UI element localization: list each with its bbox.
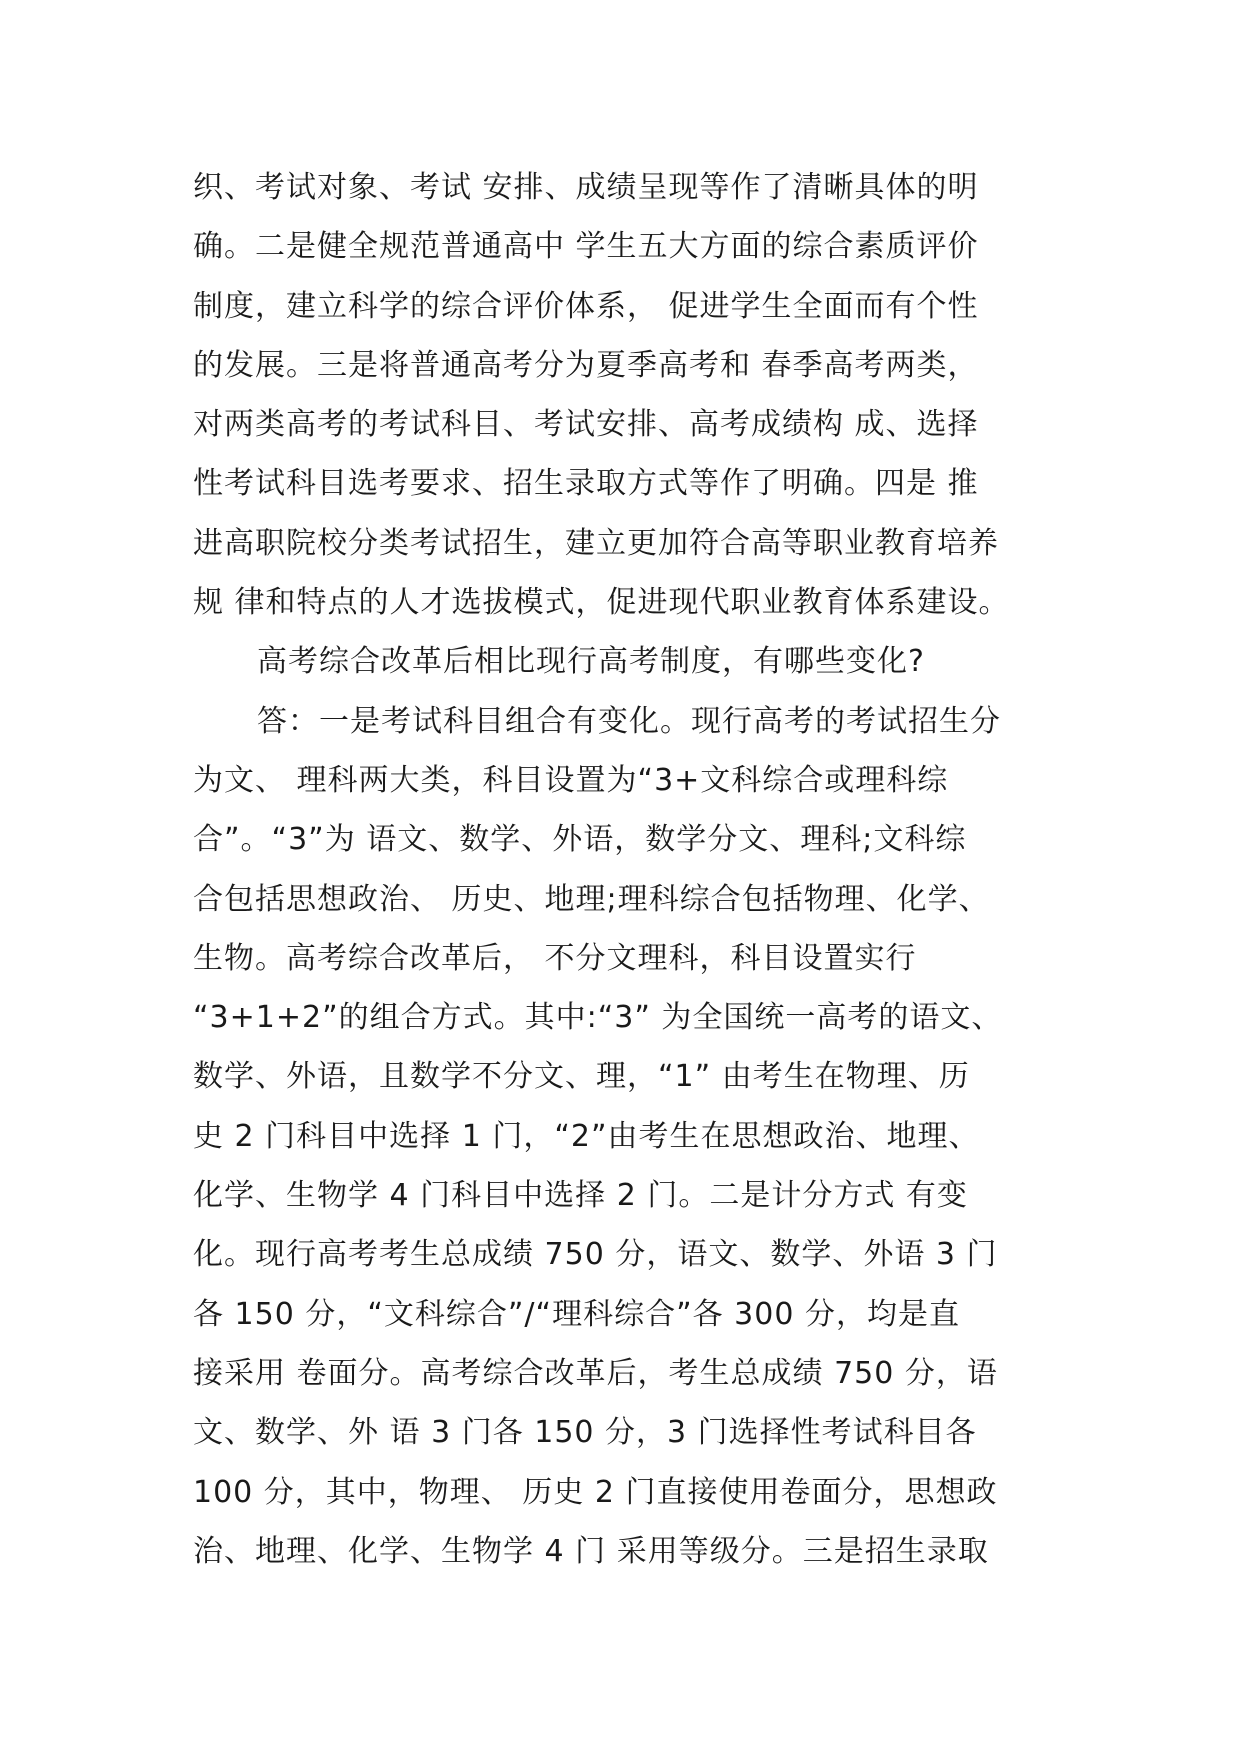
text-line: 100 分，其中，物理、 历史 2 门直接使用卷面分，思想政 (193, 1474, 998, 1510)
text-line: 文、数学、外 语 3 门各 150 分，3 门选择性考试科目各 (193, 1415, 977, 1451)
text-line: 化。现行高考考生总成绩 750 分，语文、数学、外语 3 门 (193, 1237, 998, 1273)
question-heading: 高考综合改革后相比现行高考制度，有哪些变化? (257, 644, 925, 680)
text-line: 制度，建立科学的综合评价体系， 促进学生全面而有个性 (193, 288, 979, 324)
text-line: 的发展。三是将普通高考分为夏季高考和 春季高考两类， (193, 347, 979, 383)
text-line: 各 150 分，“文科综合”/“理科综合”各 300 分，均是直 (193, 1296, 960, 1332)
text-line: 数学、外语，且数学不分文、理，“1” 由考生在物理、历 (193, 1059, 970, 1095)
text-line: 生物。高考综合改革后， 不分文理科，科目设置实行 (193, 940, 917, 976)
text-line: 合”。“3”为 语文、数学、外语，数学分文、理科;文科综 (193, 822, 967, 858)
answer-line: 答：一是考试科目组合有变化。现行高考的考试招生分 (257, 703, 1001, 739)
text-line: 为文、 理科两大类，科目设置为“3+文科综合或理科综 (193, 762, 949, 798)
text-line: 治、地理、化学、生物学 4 门 采用等级分。三是招生录取 (193, 1533, 989, 1569)
text-line: 对两类高考的考试科目、考试安排、高考成绩构 成、选择 (193, 407, 979, 443)
text-line: 进高职院校分类考试招生，建立更加符合高等职业教育培养 (193, 525, 999, 561)
text-line: 确。二是健全规范普通高中 学生五大方面的综合素质评价 (193, 229, 979, 265)
text-line: “3+1+2”的组合方式。其中:“3” 为全国统一高考的语文、 (193, 1000, 1003, 1036)
text-line: 性考试科目选考要求、招生录取方式等作了明确。四是 推 (193, 466, 979, 502)
text-line: 合包括思想政治、 历史、地理;理科综合包括物理、化学、 (193, 881, 990, 917)
text-line: 织、考试对象、考试 安排、成绩呈现等作了清晰具体的明 (193, 170, 979, 205)
text-line: 史 2 门科目中选择 1 门，“2”由考生在思想政治、地理、 (193, 1118, 980, 1154)
text-line: 接采用 卷面分。高考综合改革后，考生总成绩 750 分，语 (193, 1355, 998, 1391)
body-text (193, 158, 1093, 1581)
text-line: 化学、生物学 4 门科目中选择 2 门。二是计分方式 有变 (193, 1178, 968, 1214)
text-line: 规 律和特点的人才选拔模式，促进现代职业教育体系建设。 (193, 585, 1010, 621)
